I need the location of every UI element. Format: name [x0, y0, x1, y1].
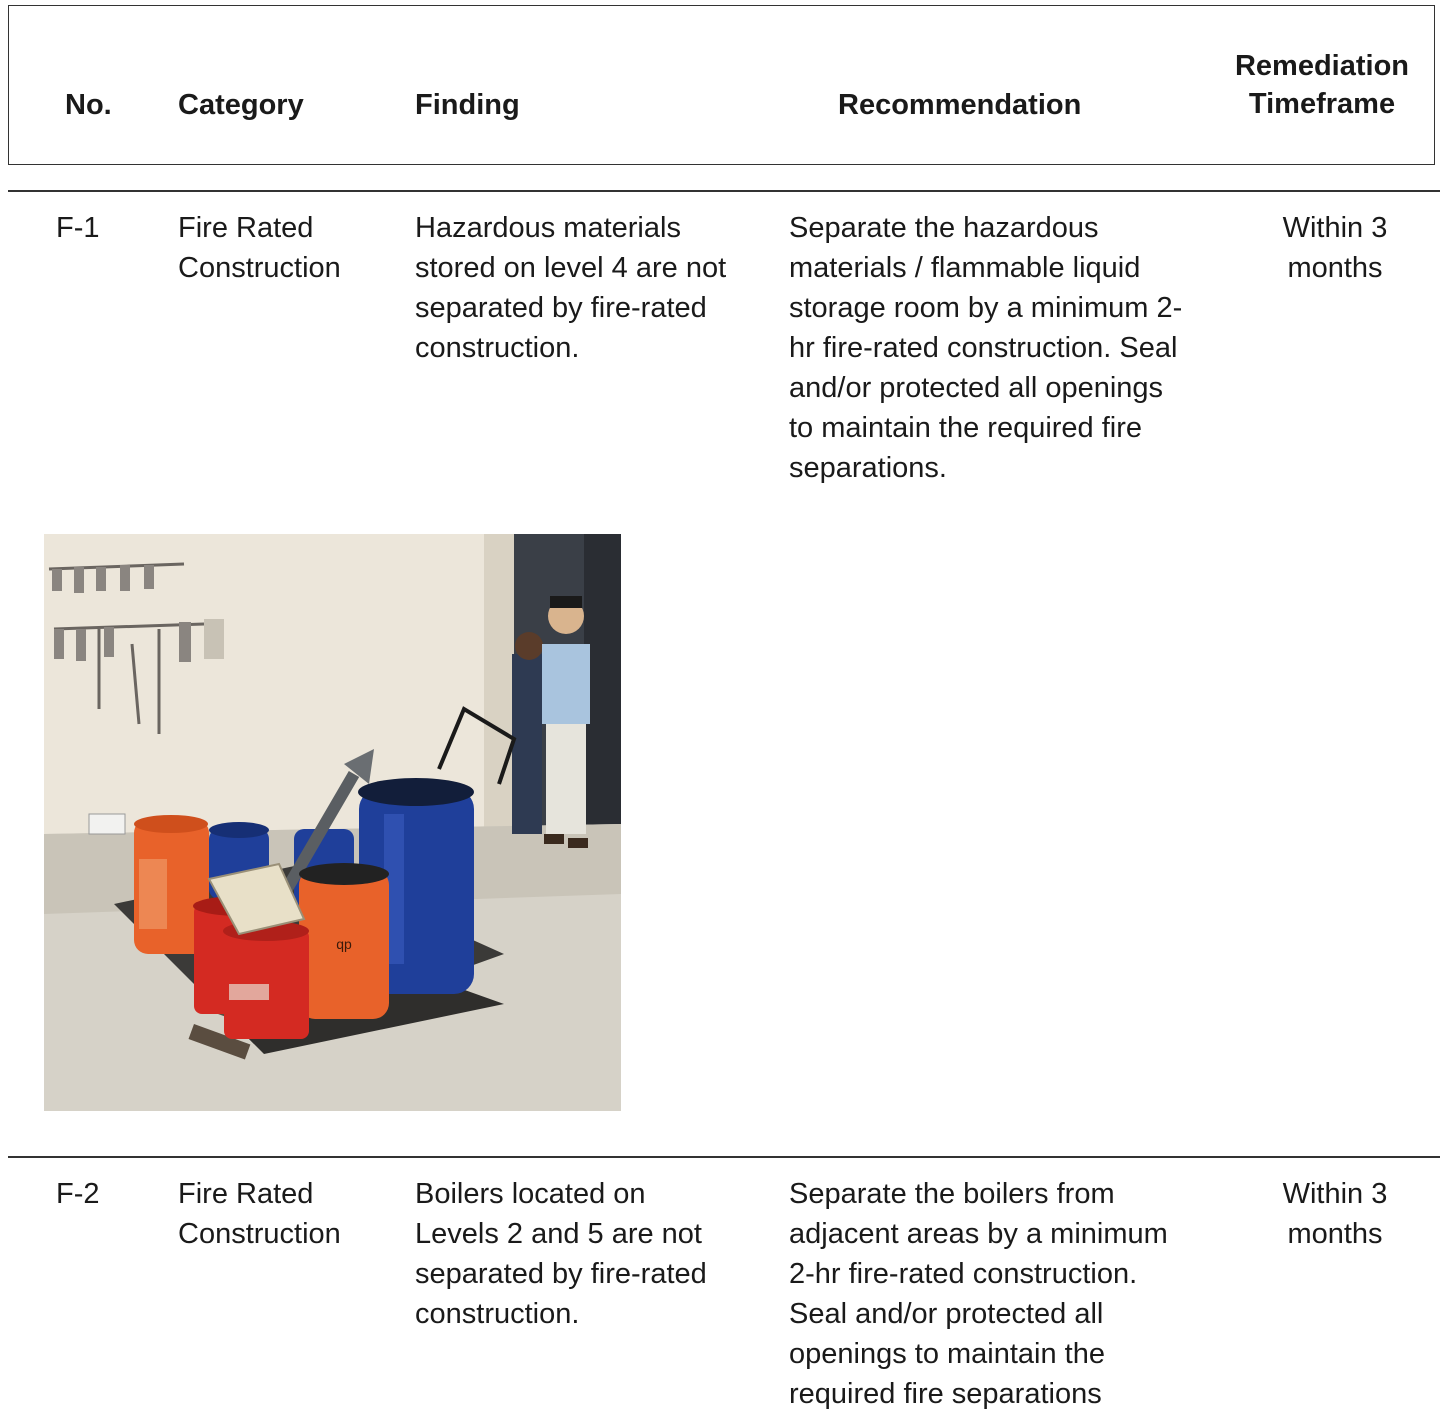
table-header	[8, 5, 1435, 165]
row-1-finding: Hazardous materials stored on level 4 are not separated by fire-rated construction.	[415, 212, 727, 364]
svg-text:qp: qp	[336, 936, 352, 952]
column-header-category: Category	[178, 89, 304, 121]
row-divider	[8, 1156, 1440, 1158]
column-header-recommendation: Recommendation	[838, 89, 1082, 121]
row-divider	[8, 190, 1440, 192]
row-1-timeframe: Within 3 months	[1282, 212, 1388, 284]
row-2-number: F-2	[56, 1178, 100, 1210]
column-header-timeframe-line1: Remediation	[1234, 50, 1410, 82]
storage-room-photo	[44, 534, 621, 1111]
row-2-category: Fire Rated Construction	[178, 1178, 341, 1250]
column-header-no: No.	[65, 89, 112, 121]
column-header-timeframe-line2: Timeframe	[1248, 88, 1396, 120]
row-1-category: Fire Rated Construction	[178, 212, 341, 284]
row-2-timeframe: Within 3 months	[1282, 1178, 1388, 1250]
row-2-finding: Boilers located on Levels 2 and 5 are not separated by fire-rated construction.	[415, 1178, 707, 1330]
column-header-timeframe	[1222, 47, 1422, 123]
row-2-recommendation: Separate the boilers from adjacent areas by a minimum 2-hr fire-rated construction. Seal and/or protected all openings to maintain the required fire separations	[789, 1178, 1168, 1410]
row-1-number: F-1	[56, 212, 100, 244]
column-header-finding: Finding	[415, 89, 520, 121]
row-1-recommendation: Separate the hazardous materials / flammable liquid storage room by a minimum 2- hr fire-rated construction. Seal and/or protected all openings to maintain the required fire separations.	[789, 212, 1183, 484]
